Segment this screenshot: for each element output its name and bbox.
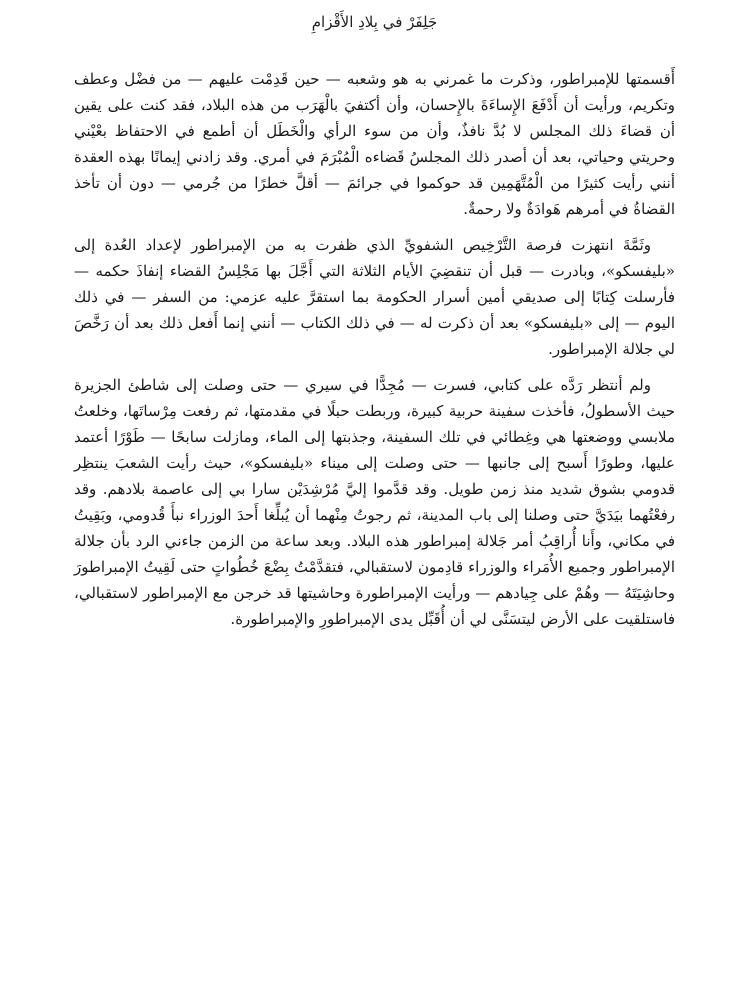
- running-header: جَلِفَرْ في بِلادِ الأَقْزامِ: [311, 13, 438, 31]
- paragraph: أَقسمتها للإمبراطور، وذكرت ما غمرني به هو وشعبه — حين قَدِمْت عليهم — من فضْل وعطف وتكريم، ورأيت أن أَدْفَعَ الإِساءَةَ بالإِحسان، وأن أكتفيَ بالْهَرَب من هذه البلاد، فقد كنت على يقين أن قضاءَ ذلك المجلس لا بُدَّ نافذٌ، وأن من سوء الرأي والْخَطَل أن أطمع في الاحتفاظ بعْيْني وحريتي وحياتي، بعد أن أصدر ذلك المجلسُ قَضاءه الْمُبْرَمَ في أمري. وقد زادني إيمانًا بهذه العقدة أنني رأيت كثيرًا من الْمُتَّهَمِين قد حوكموا في جرائمَ — أقلَّ خطرًا من جُرمي — دون أن تأخذ القضاةُ في أمرهم هَوادَةٌ ولا رحمةٌ.: [74, 70, 675, 218]
- paragraph: ولم أنتظر رَدَّه على كتابي، فسرت — مُجِدًّا في سيري — حتى وصلت إلى شاطئ الجزيرة حيث الأسطولُ، فأخذت سفينة حربية كبيرة، وربطت حبلًا في مقدمتها، ثم رفعت مِرْساتَها، وخلعتُ ملابسي ووضعتها هي وغِطائي في تلك السفينة، وجذبتها إلى الماء، ومازلت سابحًا — طَوْرًا أعتمد عليها، وطورًا أَسبح إلى جانبها — حتى وصلت إلى ميناء «بليفسكو»، حيث رأيت الشعبَ ينتظِر قدومي بشوق شديد منذ زمن طويل. وقد قدَّموا إليَّ مُرْشِدَيْن سارا بي إلى عاصمة بلادهم. وقد رفعْتُهما بيَدَيَّ حتى وصلنا إلى باب المدينة، ثم رجوتُ مِنْهما أن يُبلِّغا أَحدَ الوزراء نبأَ قُدومي، وبَقِيتُ في مكاني، وأَنا أُراقِبُ أمر جَلالة إمبراطور هذه البلاد. وبعد ساعة من الزمن جاءني الرد بأن جلالة الإمبراطور وجميع الأُمَراء والوزراء قادِمون لاستقبالي، فتقدَّمْتُ بِضْعَ خُطُواتٍ حتى لَقِيتُ الإمبراطورَ وحاشِيَتَهُ — وهُمْ على جِيادهم — ورأيت الإمبراطورة وحاشيتها قد خرجن مع الإمبراطور لاستقبالي، فاستلقيت على الأرض ليتسَنَّى لي أن أُقَبِّل يدى الإمبراطورِ والإمبراطورة.: [74, 376, 675, 628]
- body-text: [74, 66, 675, 642]
- book-page: [74, 0, 675, 1000]
- paragraph: وثَمَّةَ انتهزت فرصة التَّرْخِيص الشفويِّ الذي ظفرت به من الإمبراطور لإعداد العُدة إلى «بليفسكو»، وبادرت — قبل أن تنقضِيَ الأيام الثلاثة التي أَجَّلَ بها مَجْلِسُ القضاء إنفاذَ حكمه — فأرسلت كِتابًا إلى صديقي أمين أسرار الحكومة بما استقرَّ عليه عزمي: من السفر — في ذلك اليوم — إلى «بليفسكو» بعد أن ذكرت له — في ذلك الكتاب — أنني إنما أَفعل ذلك بعد أن رَخَّصَ لي جلالة الإمبراطور.: [74, 236, 675, 358]
